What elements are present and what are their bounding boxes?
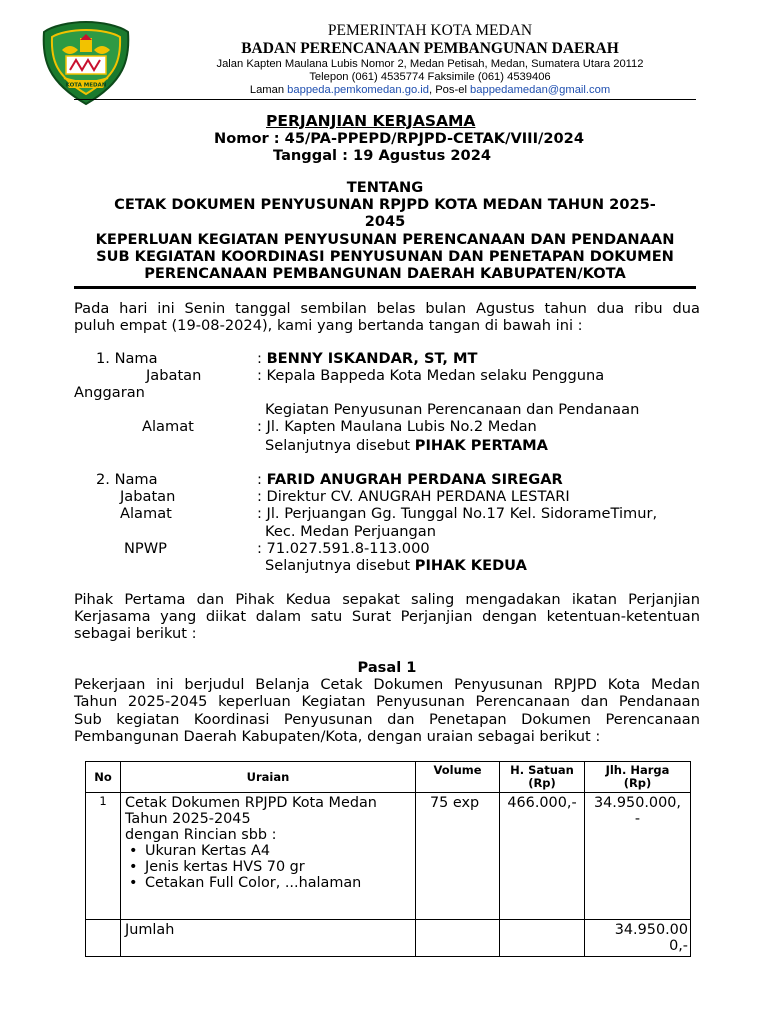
header-uraian: Uraian	[121, 762, 416, 793]
party2-npwp: : 71.027.591.8-113.000	[257, 540, 430, 557]
row-harga	[585, 793, 691, 920]
party2-npwp-label: NPWP	[124, 540, 167, 557]
pasal1-line-2: Tahun 2025-2045 keperluan Kegiatan Penyusunan Perencanaan dan Pendanaan	[74, 693, 700, 710]
website-link[interactable]: bappeda.pemkomedan.go.id	[287, 84, 429, 96]
row-satuan: 466.000,-	[500, 793, 585, 920]
pasal1-line-3: Sub kegiatan Koordinasi Penyusunan dan Penetapan Dokumen Perencanaan	[74, 711, 700, 728]
email-link[interactable]: bappedamedan@gmail.com	[470, 84, 611, 96]
table-total-row	[86, 920, 691, 957]
uraian-line-1: Cetak Dokumen RPJPD Kota Medan	[125, 795, 377, 811]
list-item: • Cetakan Full Color, ...halaman	[145, 875, 411, 891]
doc-title: PERJANJIAN KERJASAMA	[266, 112, 476, 130]
party1-jabatan-cont: Kegiatan Penyusunan Perencanaan dan Pendanaan	[265, 401, 640, 418]
list-item: • Jenis kertas HVS 70 gr	[145, 859, 411, 875]
total-value-1: 34.950.00	[614, 922, 688, 938]
uraian-bullet-list	[125, 843, 411, 891]
cost-table	[85, 761, 691, 957]
total-value	[585, 920, 691, 957]
pasal1-line-1: Pekerjaan ini berjudul Belanja Cetak Dokumen Penyusunan RPJPD Kota Medan	[74, 676, 700, 693]
party1-jabatan-label: Jabatan	[146, 367, 202, 384]
subject-line-1: CETAK DOKUMEN PENYUSUNAN RPJPD KOTA MEDAN TAHUN 2025-	[114, 196, 656, 213]
total-volume-cell	[416, 920, 500, 957]
logo-text: KOTA MEDAN	[65, 82, 107, 89]
party1-name-colon: :	[257, 350, 267, 367]
doc-date: Tanggal : 19 Agustus 2024	[273, 147, 492, 164]
letterhead-divider	[74, 99, 696, 100]
party1-alamat-label: Alamat	[142, 418, 194, 435]
total-satuan-cell	[500, 920, 585, 957]
total-label: Jumlah	[121, 920, 416, 957]
letterhead-address: Jalan Kapten Maulana Lubis Nomor 2, Medan Petisah, Medan, Sumatera Utara 20112	[216, 58, 644, 70]
title-divider	[74, 286, 696, 289]
party1-alias: PIHAK PERTAMA	[414, 437, 548, 454]
header-harga-2: (Rp)	[623, 776, 652, 790]
agreement-line-2: Kerjasama yang diikat dalam satu Surat Perjanjian dengan ketentuan-ketentuan	[74, 608, 700, 625]
party1-name-value	[257, 350, 478, 367]
party1-alamat: : Jl. Kapten Maulana Lubis No.2 Medan	[257, 418, 537, 435]
party2-alias: PIHAK KEDUA	[414, 557, 527, 574]
party2-name: FARID ANUGRAH PERDANA SIREGAR	[266, 471, 563, 488]
letterhead-phone: Telepon (061) 4535774 Faksimile (061) 4539406	[309, 71, 551, 83]
pasal1-heading: Pasal 1	[357, 659, 417, 676]
letterhead-agency: BADAN PERENCANAAN PEMBANGUNAN DAERAH	[241, 40, 619, 57]
uraian-line-3: dengan Rincian sbb :	[125, 827, 277, 843]
kota-medan-logo	[40, 20, 132, 106]
party2-alamat-label: Alamat	[120, 505, 172, 522]
header-harga-1: Jlh. Harga	[605, 763, 670, 777]
header-harga	[585, 762, 691, 793]
header-satuan	[500, 762, 585, 793]
party1-jabatan: : Kepala Bappeda Kota Medan selaku Pengguna	[257, 367, 605, 384]
web-prefix: Laman	[249, 84, 288, 96]
uraian-line-2: Tahun 2025-2045	[125, 811, 251, 827]
row-no: 1	[86, 793, 121, 920]
purpose-line-3: PERENCANAAN PEMBANGUNAN DAERAH KABUPATEN/KOTA	[144, 265, 626, 282]
intro-line-2: puluh empat (19-08-2024), kami yang bertanda tangan di bawah ini :	[74, 317, 583, 334]
row-volume: 75 exp	[416, 793, 500, 920]
header-satuan-2: (Rp)	[528, 776, 556, 790]
row-uraian	[121, 793, 416, 920]
party1-jabatan-wrap: Anggaran	[74, 384, 145, 401]
purpose-line-2: SUB KEGIATAN KOORDINASI PENYUSUNAN DAN PENETAPAN DOKUMEN	[96, 248, 674, 265]
subject-line-2: 2045	[364, 213, 406, 230]
tentang-label: TENTANG	[346, 179, 424, 196]
letterhead-gov: PEMERINTAH KOTA MEDAN	[327, 22, 533, 39]
row-harga-1: 34.950.000,	[594, 795, 681, 811]
party2-name-value	[257, 471, 563, 488]
header-volume: Volume	[416, 762, 500, 793]
party2-alamat-cont: Kec. Medan Perjuangan	[265, 523, 436, 540]
party2-alamat: : Jl. Perjuangan Gg. Tunggal No.17 Kel. SidorameTimur,	[257, 505, 658, 522]
party2-name-label: 2. Nama	[96, 471, 158, 488]
party1-name: BENNY ISKANDAR, ST, MT	[266, 350, 478, 367]
party1-alias-line	[265, 437, 548, 454]
list-item: • Ukuran Kertas A4	[145, 843, 411, 859]
header-no: No	[86, 762, 121, 793]
agreement-line-1: Pihak Pertama dan Pihak Kedua sepakat saling mengadakan ikatan Perjanjian	[74, 591, 700, 608]
pasal1-line-4: Pembangunan Daerah Kabupaten/Kota, dengan uraian sebagai berikut :	[74, 728, 601, 745]
email-prefix: , Pos-el	[429, 84, 471, 96]
total-no-cell	[86, 920, 121, 957]
letterhead-contact	[150, 84, 710, 97]
party2-jabatan: : Direktur CV. ANUGRAH PERDANA LESTARI	[257, 488, 570, 505]
header-satuan-1: H. Satuan	[510, 763, 574, 777]
row-harga-2: -	[634, 811, 641, 827]
table-row	[86, 793, 691, 920]
party1-alias-prefix: Selanjutnya disebut	[265, 437, 415, 454]
doc-number: Nomor : 45/PA-PPEPD/RPJPD-CETAK/VIII/2024	[214, 130, 584, 147]
party1-name-label: 1. Nama	[96, 350, 158, 367]
agreement-line-3: sebagai berikut :	[74, 625, 197, 642]
intro-line-1: Pada hari ini Senin tanggal sembilan belas bulan Agustus tahun dua ribu dua	[74, 300, 700, 317]
table-header-row	[86, 762, 691, 793]
party2-jabatan-label: Jabatan	[120, 488, 176, 505]
party2-name-colon: :	[257, 471, 267, 488]
party2-alias-prefix: Selanjutnya disebut	[265, 557, 415, 574]
purpose-line-1: KEPERLUAN KEGIATAN PENYUSUNAN PERENCANAAN DAN PENDANAAN	[95, 231, 675, 248]
total-value-2: 0,-	[669, 938, 688, 954]
party2-alias-line	[265, 557, 527, 574]
